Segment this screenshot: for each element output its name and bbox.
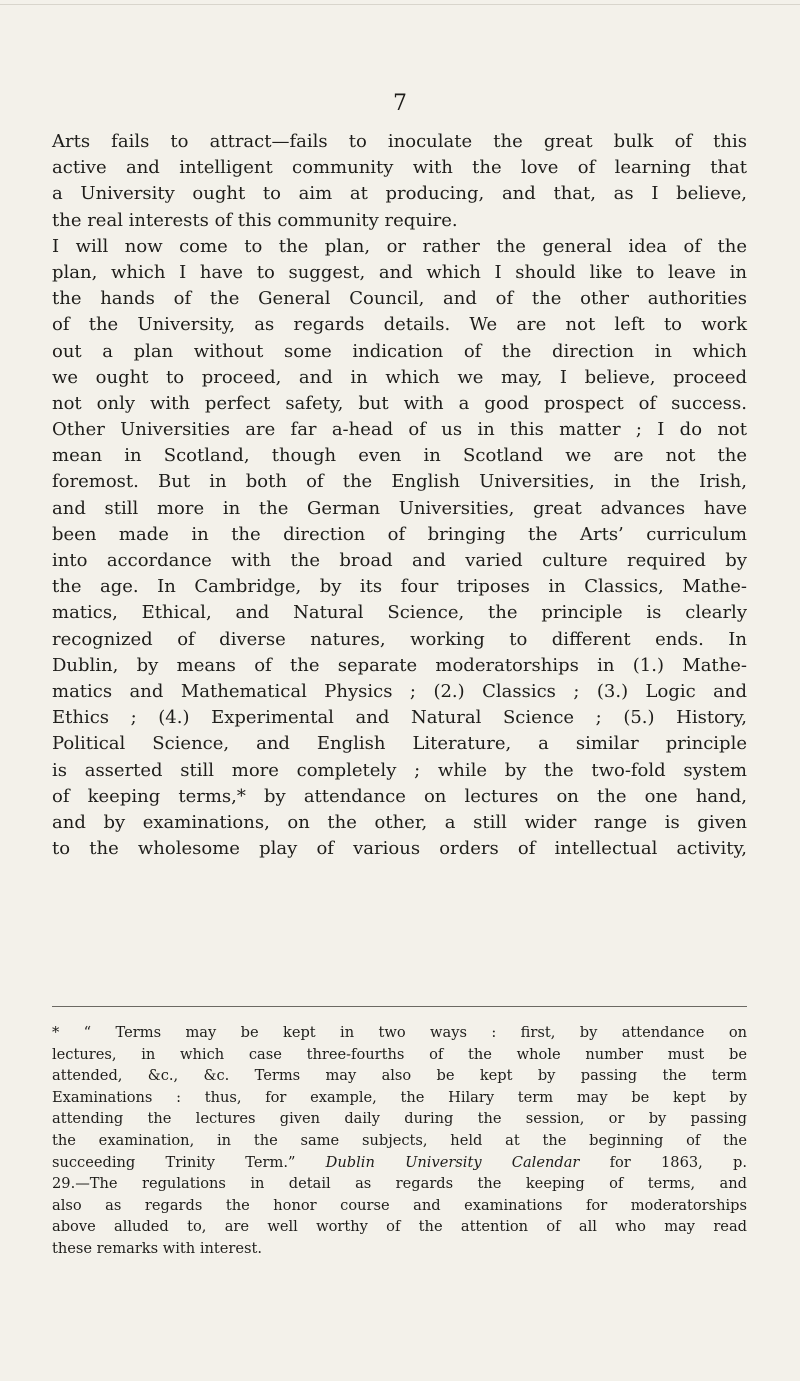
text-line: been made in the direction of bringing the Arts’ curriculum bbox=[52, 523, 747, 545]
text-line: into accordance with the broad and varied culture required by bbox=[52, 550, 747, 571]
footnote-line: attending the lectures given daily during the session, or by passing bbox=[52, 1110, 747, 1128]
text-line: a University ought to aim at producing, and that, as I believe, bbox=[52, 183, 747, 205]
text-line: and by examinations, on the other, a still wider range is given bbox=[52, 811, 747, 833]
text-line: Dublin, by means of the separate moderatorships in (1.) Mathe- bbox=[52, 654, 747, 676]
footnote bbox=[52, 1022, 747, 1260]
text-line: to the wholesome play of various orders of intellectual activity, bbox=[52, 838, 747, 860]
text-line: plan, which I have to suggest, and which I should like to leave in bbox=[52, 261, 747, 283]
text-line: of keeping terms,* by attendance on lectures on the one hand, bbox=[52, 785, 747, 807]
footnote-line: * “ Terms may be kept in two ways : first, by attendance on bbox=[52, 1024, 747, 1041]
text-line: matics and Mathematical Physics ; (2.) Classics ; (3.) Logic and bbox=[52, 680, 747, 702]
text-line: of the University, as regards details. We are not left to work bbox=[52, 314, 747, 336]
text-line: foremost. But in both of the English Universities, in the Irish, bbox=[52, 471, 747, 493]
footnote-line: the examination, in the same subjects, held at the beginning of the bbox=[52, 1131, 747, 1149]
text-line: not only with perfect safety, but with a good prospect of success. bbox=[52, 392, 747, 414]
text-line: Ethics ; (4.) Experimental and Natural Science ; (5.) History, bbox=[52, 707, 747, 729]
footnote-line: lectures, in which case three-fourths of the whole number must be bbox=[52, 1045, 747, 1063]
footnote-line: these remarks with interest. bbox=[52, 1239, 262, 1257]
footnote-divider bbox=[52, 1006, 747, 1007]
footnote-line: above alluded to, are well worthy of the attention of all who may read bbox=[52, 1218, 747, 1236]
footnote-line: 29.—The regulations in detail as regards the keeping of terms, and bbox=[52, 1175, 747, 1193]
text-line: Political Science, and English Literature, a similar principle bbox=[52, 733, 747, 755]
text-line: and still more in the German Universities, great advances have bbox=[52, 497, 747, 519]
text-line: is asserted still more completely ; while by the two-fold system bbox=[52, 759, 747, 781]
text-line: recognized of diverse natures, working to different ends. In bbox=[52, 628, 747, 650]
text-line: Other Universities are far a-head of us in this matter ; I do not bbox=[52, 419, 747, 441]
text-line: the hands of the General Council, and of the other authorities bbox=[52, 288, 747, 310]
calendar-citation-tail: for 1863, p. bbox=[579, 1153, 748, 1171]
text-line: I will now come to the plan, or rather the general idea of the bbox=[52, 235, 747, 257]
footnote-line: attended, &c., &c. Terms may also be kept by passing the term bbox=[52, 1067, 747, 1085]
text-line: active and intelligent community with the love of learning that bbox=[52, 157, 747, 179]
footnote-line: also as regards the honor course and examinations for moderatorships bbox=[52, 1196, 747, 1214]
footnote-line: Examinations : thus, for example, the Hilary term may be kept by bbox=[52, 1088, 747, 1106]
text-line: matics, Ethical, and Natural Science, the principle is clearly bbox=[52, 602, 747, 624]
text-line: Arts fails to attract—fails to inoculate the great bulk of this bbox=[52, 131, 747, 152]
footnote-citation-line bbox=[52, 1152, 747, 1174]
footnote-quote-end: succeeding Trinity Term.” bbox=[52, 1153, 296, 1171]
text-line: out a plan without some indication of the direction in which bbox=[52, 340, 747, 362]
calendar-citation-title: Dublin University Calendar bbox=[325, 1153, 580, 1171]
text-line: we ought to proceed, and in which we may, I believe, proceed bbox=[52, 366, 747, 388]
scan-edge-line bbox=[0, 4, 800, 5]
main-text bbox=[52, 129, 747, 862]
text-line: the real interests of this community require. bbox=[52, 209, 458, 231]
text-line: mean in Scotland, though even in Scotland we are not the bbox=[52, 445, 747, 467]
page-number: 7 bbox=[393, 91, 407, 116]
text-line: the age. In Cambridge, by its four triposes in Classics, Mathe- bbox=[52, 576, 747, 598]
